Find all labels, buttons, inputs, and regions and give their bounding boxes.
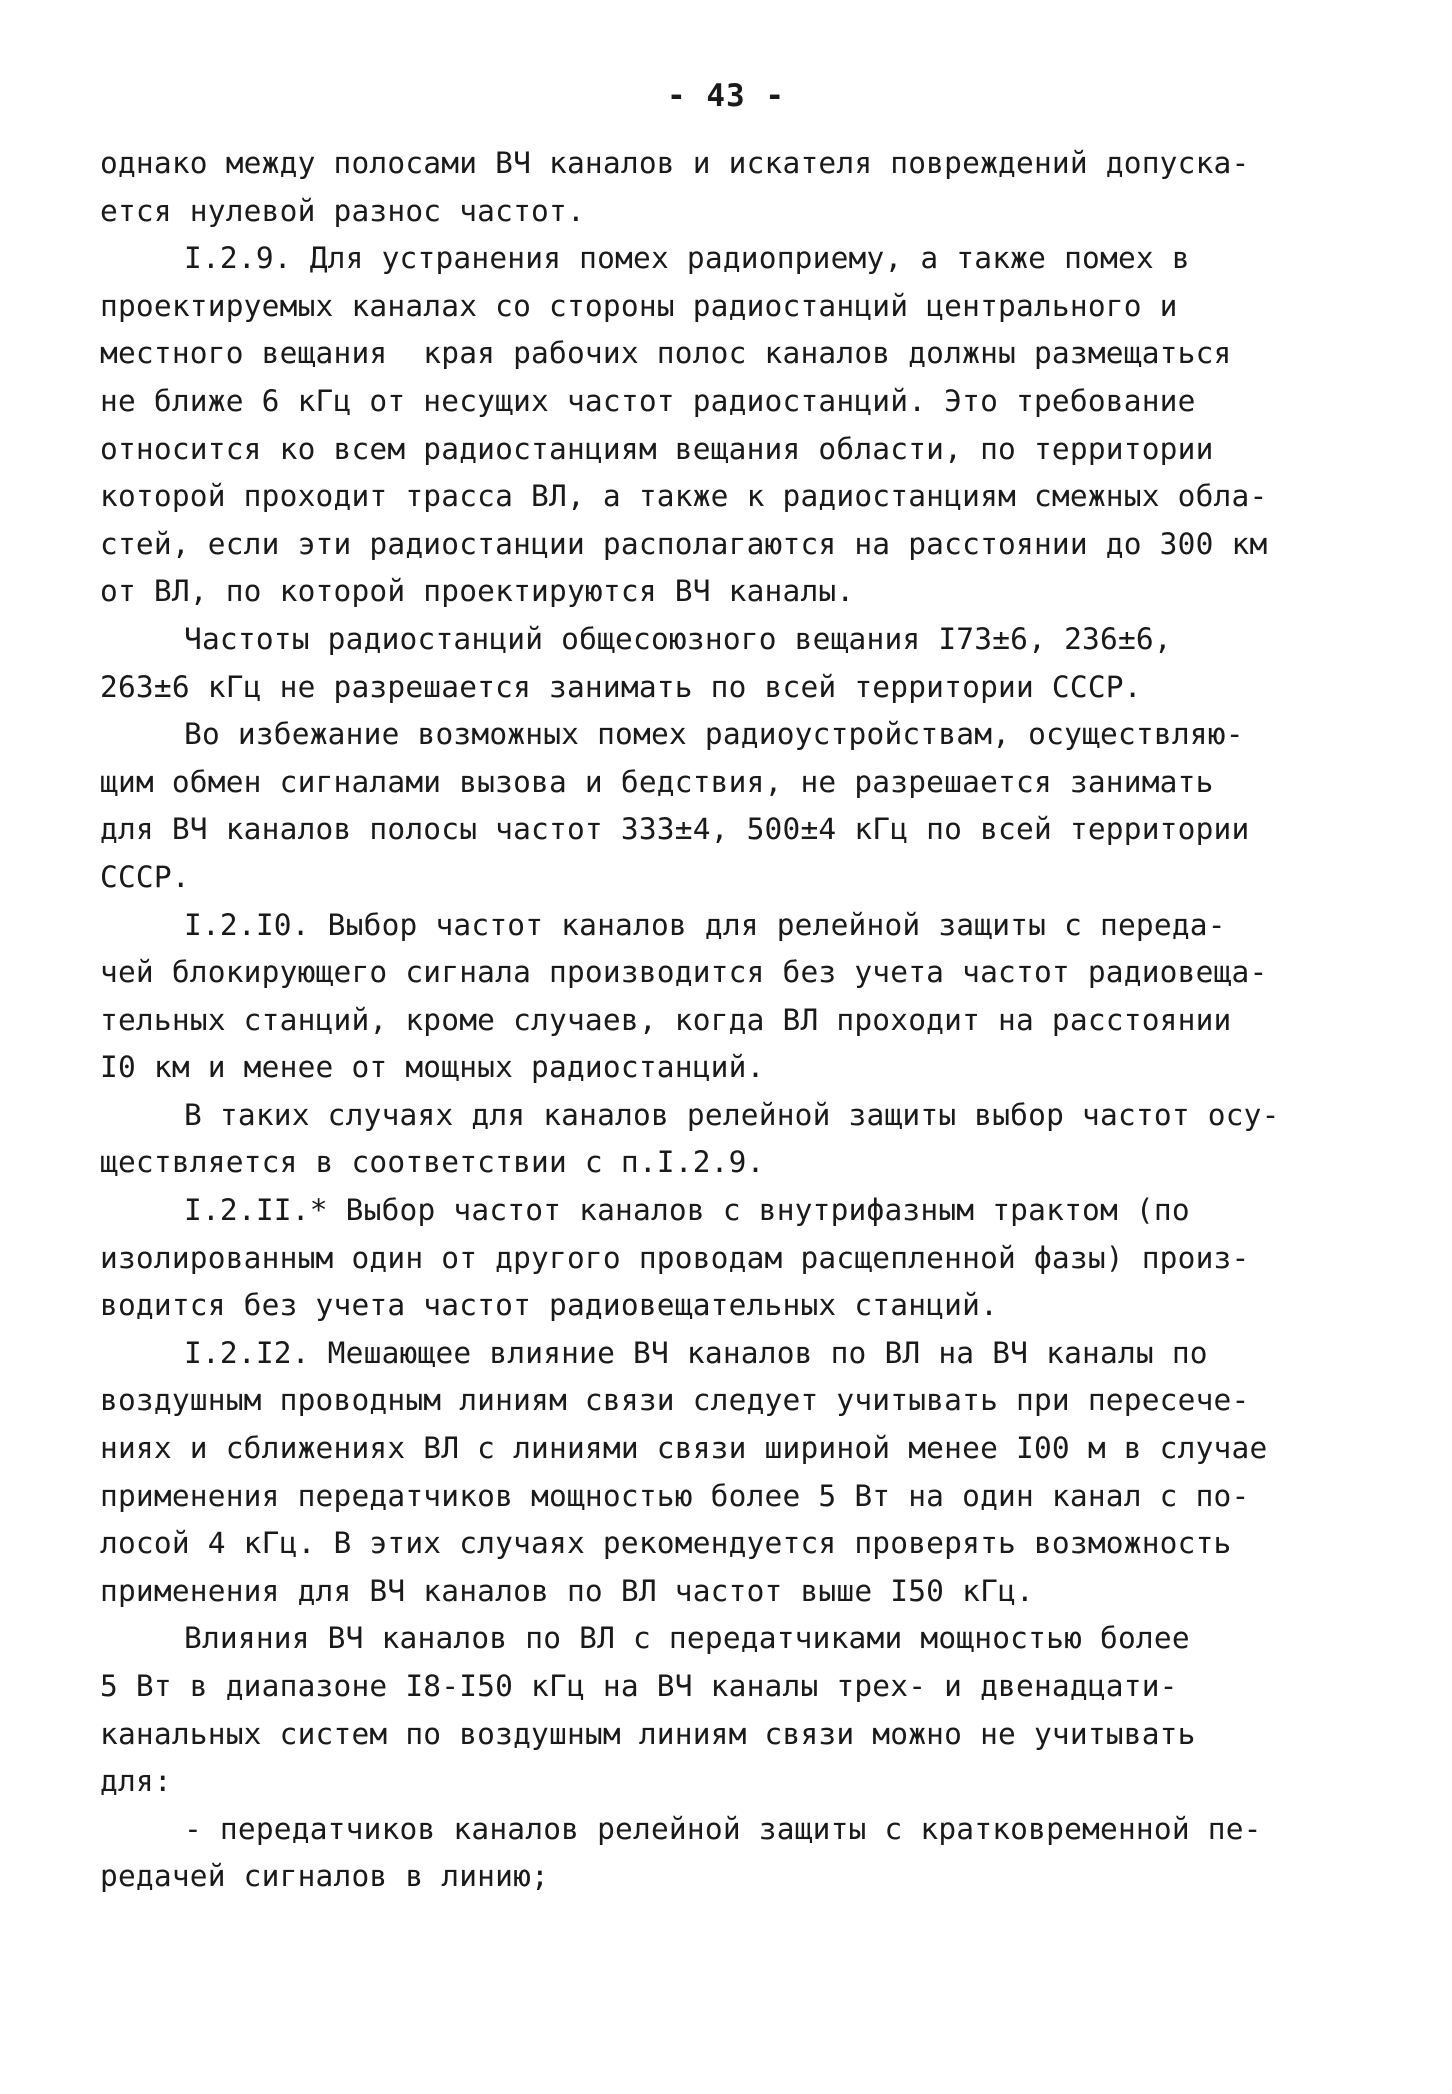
text-line: 263±6 кГц не разрешается занимать по всей территории СССР.: [100, 669, 1142, 704]
text-line: лосой 4 кГц. В этих случаях рекомендуется проверять возможность: [100, 1526, 1232, 1561]
text-line: однако между полосами ВЧ каналов и искателя повреждений допуска-: [100, 146, 1250, 180]
text-line: водится без учета частот радиовещательных станций.: [100, 1288, 999, 1323]
text-line: стей, если эти радиостанции располагаются на расстоянии до 300 км: [100, 526, 1268, 561]
text-line: местного вещания края рабочих полос каналов должны размещаться: [100, 336, 1232, 371]
text-line: I0 км и менее от мощных радиостанций.: [100, 1050, 765, 1085]
text-line: Частоты радиостанций общесоюзного вещания I73±6, 236±6,: [184, 621, 1172, 656]
page-number: - 43 -: [667, 78, 785, 114]
text-line: ниях и сближениях ВЛ с линиями связи шириной менее I00 м в случае: [100, 1431, 1268, 1466]
text-line: для:: [100, 1764, 172, 1799]
text-line: проектируемых каналах со стороны радиостанций центрального и: [100, 288, 1178, 323]
text-line: В таких случаях для каналов релейной защиты выбор частот осу-: [184, 1097, 1280, 1132]
body-text: [100, 140, 1360, 1901]
text-line: канальных систем по воздушным линиям связи можно не учитывать: [100, 1716, 1196, 1751]
text-line: которой проходит трасса ВЛ, а также к радиостанциям смежных обла-: [100, 479, 1268, 514]
text-line: ется нулевой разнос частот.: [100, 193, 585, 228]
text-line: - передатчиков каналов релейной защиты с кратковременной пе-: [184, 1811, 1262, 1846]
text-line: 5 Вт в диапазоне I8-I50 кГц на ВЧ каналы трех- и двенадцати-: [100, 1669, 1178, 1703]
text-line: Влияния ВЧ каналов по ВЛ с передатчиками мощностью более: [184, 1621, 1190, 1656]
text-line: I.2.9. Для устранения помех радиоприему, а также помех в: [184, 241, 1190, 276]
text-line: относится ко всем радиостанциям вещания области, по территории: [100, 431, 1214, 466]
text-line: щим обмен сигналами вызова и бедствия, не разрешается занимать: [100, 764, 1214, 799]
text-line: СССР.: [100, 859, 190, 894]
text-line: I.2.II.* Выбор частот каналов с внутрифазным трактом (по: [184, 1193, 1190, 1228]
text-line: применения передатчиков мощностью более 5 Вт на один канал с по-: [100, 1478, 1250, 1513]
text-line: не ближе 6 кГц от несущих частот радиостанций. Это требование: [100, 383, 1196, 418]
text-line: тельных станций, кроме случаев, когда ВЛ проходит на расстоянии: [100, 1002, 1232, 1037]
text-line: от ВЛ, по которой проектируются ВЧ каналы.: [100, 574, 855, 609]
text-line: применения для ВЧ каналов по ВЛ частот выше I50 кГц.: [100, 1573, 1034, 1608]
text-line: I.2.I2. Мешающее влияние ВЧ каналов по ВЛ на ВЧ каналы по: [184, 1335, 1208, 1370]
text-line: редачей сигналов в линию;: [100, 1859, 550, 1894]
text-line: чей блокирующего сигнала производится без учета частот радиовеща-: [100, 955, 1268, 990]
text-line: I.2.I0. Выбор частот каналов для релейной защиты с переда-: [184, 907, 1226, 942]
text-line: воздушным проводным линиям связи следует учитывать при пересече-: [100, 1383, 1250, 1418]
text-line: Во избежание возможных помех радиоустройствам, осуществляю-: [184, 717, 1244, 752]
text-line: ществляется в соответствии с п.I.2.9.: [100, 1145, 765, 1180]
text-line: для ВЧ каналов полосы частот 333±4, 500±4 кГц по всей территории: [100, 812, 1250, 847]
text-line: изолированным один от другого проводам расщепленной фазы) произ-: [100, 1240, 1250, 1275]
